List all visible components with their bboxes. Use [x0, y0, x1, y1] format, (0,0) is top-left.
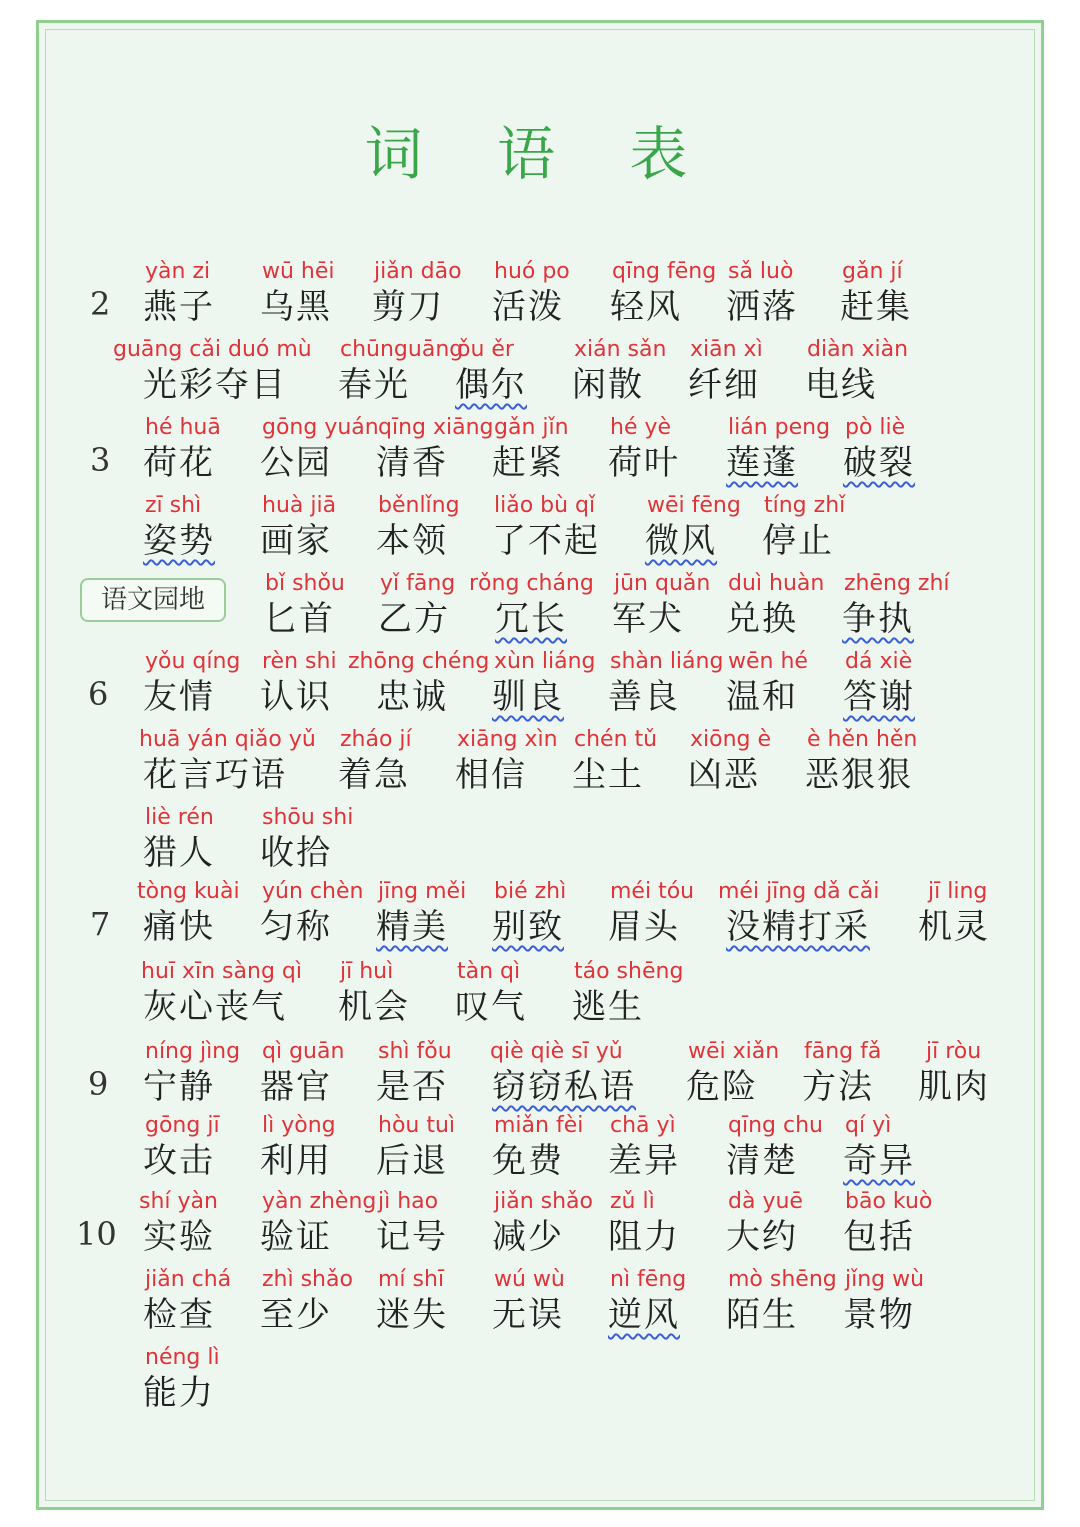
- hanzi: 眉头: [608, 907, 680, 947]
- hanzi: 记号: [376, 1217, 448, 1257]
- hanzi: 攻击: [143, 1141, 215, 1181]
- hanzi: 驯良: [492, 677, 564, 717]
- hanzi: 凶恶: [688, 755, 760, 795]
- word-row: [0, 258, 1080, 338]
- hanzi: 尘土: [572, 755, 644, 795]
- pinyin: diàn xiàn: [807, 337, 909, 362]
- word-row: [0, 414, 1080, 494]
- hanzi: 窃窃私语: [492, 1067, 636, 1107]
- pinyin: gōng jī: [145, 1113, 220, 1138]
- lesson-number: 2: [90, 285, 111, 323]
- pinyin: wēi fēng: [647, 493, 741, 518]
- pinyin: nì fēng: [610, 1267, 687, 1292]
- pinyin: jǐng wù: [845, 1267, 925, 1292]
- word-row: [0, 492, 1080, 572]
- hanzi: 精美: [376, 907, 448, 947]
- hanzi: 乙方: [378, 599, 450, 639]
- lesson-number: 7: [90, 905, 111, 943]
- pinyin: zháo jí: [340, 727, 412, 752]
- pinyin: jiǎn shǎo: [494, 1189, 593, 1214]
- hanzi: 赶集: [840, 287, 912, 327]
- pinyin: hé yè: [610, 415, 672, 440]
- pinyin: chā yì: [610, 1113, 676, 1138]
- pinyin: wú wù: [494, 1267, 565, 1292]
- hanzi: 恶狠狠: [805, 755, 913, 795]
- pinyin: běnlǐng: [378, 493, 460, 518]
- hanzi: 着急: [338, 755, 410, 795]
- pinyin: tíng zhǐ: [764, 493, 846, 518]
- hanzi: 认识: [260, 677, 332, 717]
- pinyin: bāo kuò: [845, 1189, 933, 1214]
- pinyin: guāng cǎi duó mù: [113, 337, 312, 362]
- pinyin: gǎn jǐn: [494, 415, 569, 440]
- hanzi: 本领: [376, 521, 448, 561]
- hanzi: 兑换: [726, 599, 798, 639]
- hanzi: 实验: [143, 1217, 215, 1257]
- hanzi: 景物: [843, 1295, 915, 1335]
- pinyin: yàn zi: [145, 259, 211, 284]
- hanzi: 温和: [726, 677, 798, 717]
- pinyin: jīng měi: [378, 879, 467, 904]
- pinyin: jūn quǎn: [614, 571, 711, 596]
- section-badge: 语文园地: [80, 578, 226, 622]
- hanzi: 答谢: [843, 677, 915, 717]
- word-row: [0, 336, 1080, 416]
- hanzi: 危险: [686, 1067, 758, 1107]
- hanzi: 是否: [376, 1067, 448, 1107]
- hanzi: 善良: [608, 677, 680, 717]
- pinyin: méi jīng dǎ cǎi: [718, 879, 880, 904]
- hanzi: 收拾: [260, 833, 332, 873]
- hanzi: 减少: [492, 1217, 564, 1257]
- hanzi: 花言巧语: [143, 755, 287, 795]
- hanzi: 大约: [726, 1217, 798, 1257]
- pinyin: yǒu qíng: [145, 649, 241, 674]
- word-row: [0, 726, 1080, 806]
- pinyin: chén tǔ: [574, 727, 658, 752]
- hanzi: 能力: [143, 1373, 215, 1413]
- hanzi: 差异: [608, 1141, 680, 1181]
- pinyin: liǎo bù qǐ: [494, 493, 596, 518]
- hanzi: 没精打采: [726, 907, 870, 947]
- pinyin: hòu tuì: [378, 1113, 456, 1138]
- pinyin: qīng chu: [728, 1113, 823, 1138]
- hanzi: 剪刀: [372, 287, 444, 327]
- hanzi: 肌肉: [918, 1067, 990, 1107]
- word-row: [0, 804, 1080, 884]
- hanzi: 宁静: [143, 1067, 215, 1107]
- hanzi: 赶紧: [492, 443, 564, 483]
- lesson-number: 3: [90, 441, 111, 479]
- pinyin: zhōng chéng: [348, 649, 490, 674]
- hanzi: 猎人: [143, 833, 215, 873]
- hanzi: 清楚: [726, 1141, 798, 1181]
- hanzi: 免费: [492, 1141, 564, 1181]
- hanzi: 机灵: [918, 907, 990, 947]
- pinyin: mò shēng: [728, 1267, 837, 1292]
- pinyin: yǐ fāng: [380, 571, 456, 596]
- word-row: [0, 1266, 1080, 1346]
- word-row: [0, 958, 1080, 1038]
- pinyin: jiǎn chá: [145, 1267, 232, 1292]
- hanzi: 器官: [260, 1067, 332, 1107]
- pinyin: lì yòng: [262, 1113, 336, 1138]
- pinyin: qīng xiāng: [378, 415, 494, 440]
- pinyin: jī ling: [928, 879, 988, 904]
- pinyin: rǒng cháng: [469, 571, 594, 596]
- hanzi: 迷失: [376, 1295, 448, 1335]
- hanzi: 争执: [842, 599, 914, 639]
- pinyin: shōu shi: [262, 805, 354, 830]
- pinyin: xiōng è: [690, 727, 772, 752]
- pinyin: qiè qiè sī yǔ: [490, 1039, 623, 1064]
- pinyin: yún chèn: [262, 879, 364, 904]
- pinyin: bié zhì: [494, 879, 567, 904]
- pinyin: yàn zhèng: [262, 1189, 377, 1214]
- hanzi: 逃生: [572, 987, 644, 1027]
- hanzi: 无误: [492, 1295, 564, 1335]
- pinyin: miǎn fèi: [494, 1113, 584, 1138]
- hanzi: 轻风: [610, 287, 682, 327]
- hanzi: 姿势: [143, 521, 215, 561]
- hanzi: 方法: [802, 1067, 874, 1107]
- hanzi: 忠诚: [376, 677, 448, 717]
- pinyin: xiāng xìn: [457, 727, 558, 752]
- pinyin: è hěn hěn: [807, 727, 918, 752]
- hanzi: 破裂: [843, 443, 915, 483]
- pinyin: dà yuē: [728, 1189, 803, 1214]
- pinyin: níng jìng: [145, 1039, 241, 1064]
- pinyin: qīng fēng: [612, 259, 717, 284]
- hanzi: 至少: [260, 1295, 332, 1335]
- pinyin: jì hao: [378, 1189, 439, 1214]
- pinyin: tàn qì: [457, 959, 521, 984]
- hanzi: 军犬: [612, 599, 684, 639]
- pinyin: qì guān: [262, 1039, 345, 1064]
- hanzi: 冗长: [495, 599, 567, 639]
- pinyin: huó po: [494, 259, 570, 284]
- hanzi: 电线: [805, 365, 877, 405]
- pinyin: xùn liáng: [494, 649, 596, 674]
- hanzi: 乌黑: [260, 287, 332, 327]
- pinyin: fāng fǎ: [804, 1039, 882, 1064]
- pinyin: dá xiè: [845, 649, 913, 674]
- pinyin: zhēng zhí: [844, 571, 950, 596]
- hanzi: 友情: [143, 677, 215, 717]
- hanzi: 痛快: [143, 907, 215, 947]
- pinyin: ǒu ěr: [457, 337, 514, 362]
- hanzi: 莲蓬: [726, 443, 798, 483]
- lesson-number: 6: [88, 675, 109, 713]
- word-row: [0, 1112, 1080, 1192]
- word-row: [0, 570, 1080, 650]
- pinyin: shì fǒu: [378, 1039, 452, 1064]
- hanzi: 微风: [645, 521, 717, 561]
- hanzi: 陌生: [726, 1295, 798, 1335]
- pinyin: lián peng: [728, 415, 831, 440]
- pinyin: táo shēng: [574, 959, 684, 984]
- hanzi: 春光: [338, 365, 410, 405]
- pinyin: shí yàn: [139, 1189, 218, 1214]
- pinyin: wēi xiǎn: [688, 1039, 780, 1064]
- hanzi: 机会: [338, 987, 410, 1027]
- hanzi: 相信: [455, 755, 527, 795]
- pinyin: mí shī: [378, 1267, 445, 1292]
- hanzi: 阻力: [608, 1217, 680, 1257]
- pinyin: pò liè: [845, 415, 906, 440]
- hanzi: 叹气: [455, 987, 527, 1027]
- lesson-number: 9: [88, 1065, 109, 1103]
- pinyin: huā yán qiǎo yǔ: [139, 727, 316, 752]
- hanzi: 闲散: [572, 365, 644, 405]
- pinyin: wēn hé: [728, 649, 808, 674]
- word-row: [0, 648, 1080, 728]
- hanzi: 灰心丧气: [143, 987, 287, 1027]
- hanzi: 匀称: [260, 907, 332, 947]
- hanzi: 荷花: [143, 443, 215, 483]
- hanzi: 了不起: [492, 521, 600, 561]
- pinyin: jiǎn dāo: [374, 259, 462, 284]
- hanzi: 验证: [260, 1217, 332, 1257]
- word-row: [0, 878, 1080, 958]
- word-row: [0, 1038, 1080, 1118]
- pinyin: méi tóu: [610, 879, 695, 904]
- hanzi: 活泼: [492, 287, 564, 327]
- pinyin: tòng kuài: [137, 879, 240, 904]
- hanzi: 偶尔: [455, 365, 527, 405]
- hanzi: 画家: [260, 521, 332, 561]
- pinyin: zhì shǎo: [262, 1267, 353, 1292]
- hanzi: 包括: [843, 1217, 915, 1257]
- pinyin: shàn liáng: [610, 649, 724, 674]
- word-row: [0, 1344, 1080, 1424]
- pinyin: xián sǎn: [574, 337, 667, 362]
- word-row: [0, 1188, 1080, 1268]
- hanzi: 利用: [260, 1141, 332, 1181]
- pinyin: wū hēi: [262, 259, 335, 284]
- pinyin: bǐ shǒu: [265, 571, 345, 596]
- pinyin: chūnguāng: [340, 337, 464, 362]
- page-title: 词 语 表: [364, 120, 716, 188]
- hanzi: 检查: [143, 1295, 215, 1335]
- hanzi: 后退: [376, 1141, 448, 1181]
- hanzi: 光彩夺目: [143, 365, 287, 405]
- hanzi: 别致: [492, 907, 564, 947]
- pinyin: zǔ lì: [610, 1189, 655, 1214]
- pinyin: qí yì: [845, 1113, 892, 1138]
- hanzi: 逆风: [608, 1295, 680, 1335]
- hanzi: 公园: [260, 443, 332, 483]
- pinyin: zī shì: [145, 493, 202, 518]
- pinyin: huī xīn sàng qì: [141, 959, 302, 984]
- pinyin: sǎ luò: [728, 259, 794, 284]
- pinyin: jī huì: [340, 959, 394, 984]
- hanzi: 清香: [376, 443, 448, 483]
- hanzi: 纤细: [688, 365, 760, 405]
- hanzi: 荷叶: [608, 443, 680, 483]
- pinyin: xiān xì: [690, 337, 763, 362]
- hanzi: 燕子: [143, 287, 215, 327]
- hanzi: 匕首: [263, 599, 335, 639]
- pinyin: liè rén: [145, 805, 214, 830]
- pinyin: rèn shi: [262, 649, 337, 674]
- pinyin: jī ròu: [926, 1039, 982, 1064]
- pinyin: duì huàn: [728, 571, 825, 596]
- hanzi: 奇异: [843, 1141, 915, 1181]
- lesson-number: 10: [76, 1215, 117, 1253]
- hanzi: 停止: [762, 521, 834, 561]
- pinyin: gǎn jí: [842, 259, 903, 284]
- pinyin: huà jiā: [262, 493, 337, 518]
- pinyin: gōng yuán: [262, 415, 379, 440]
- pinyin: hé huā: [145, 415, 221, 440]
- hanzi: 洒落: [726, 287, 798, 327]
- pinyin: néng lì: [145, 1345, 220, 1370]
